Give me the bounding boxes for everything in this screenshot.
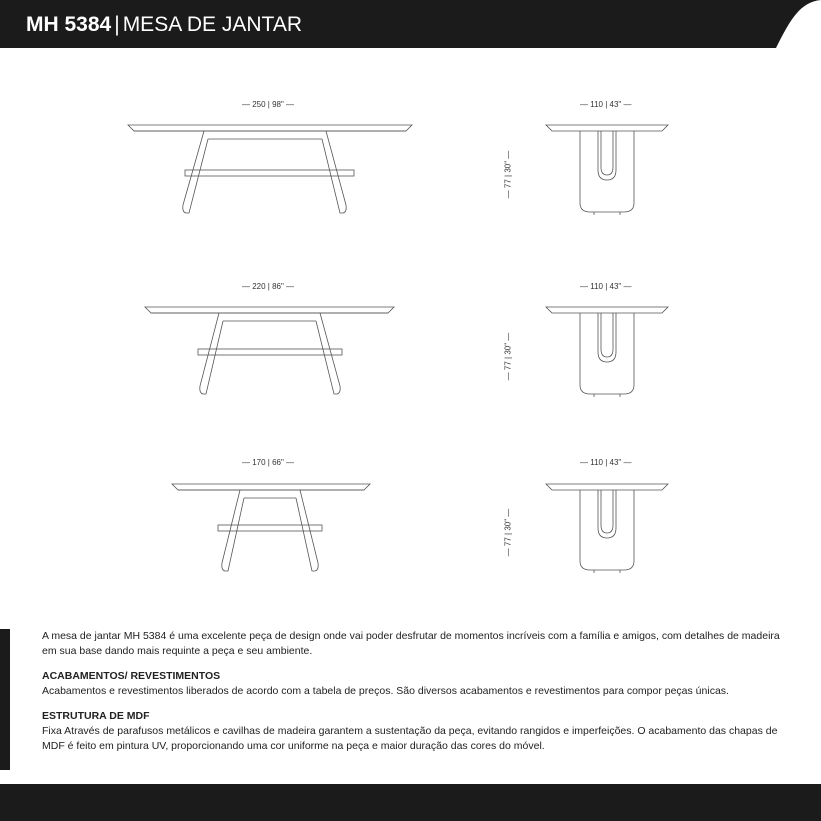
front-view-220	[145, 307, 394, 394]
height-dimension-2: — 77 | 30" —	[503, 332, 513, 381]
side-view-row-1	[546, 125, 668, 215]
title-separator: |	[114, 13, 120, 36]
product-description	[42, 629, 782, 754]
page-title	[26, 10, 302, 40]
section-title-structure: ESTRUTURA DE MDF	[42, 710, 150, 722]
product-name: MESA DE JANTAR	[122, 13, 302, 36]
technical-drawings	[0, 60, 821, 600]
drawings-svg	[0, 60, 821, 600]
height-dimension-1: — 77 | 30" —	[503, 150, 513, 199]
side-accent-bar	[0, 629, 10, 770]
intro-paragraph: A mesa de jantar MH 5384 é uma excelente peça de design onde vai poder desfrutar de momentos incríveis com a família e amigos, com detalhes de madeira em sua base dando mais requinte a peça e seu ambiente.	[42, 630, 780, 657]
front-view-250	[128, 125, 412, 213]
height-dimension-3: — 77 | 30" —	[503, 508, 513, 557]
length-dimension-1: — 250 | 98" —	[242, 100, 295, 109]
side-view-row-3	[546, 484, 668, 573]
section-text-finishes: Acabamentos e revestimentos liberados de acordo com a tabela de preços. São diversos acabamentos e revestimentos para compor peças únicas.	[42, 685, 729, 697]
footer-bar	[0, 784, 821, 821]
side-view-row-2	[546, 307, 668, 397]
length-dimension-3: — 170 | 66" —	[242, 458, 295, 467]
section-title-finishes: ACABAMENTOS/ REVESTIMENTOS	[42, 670, 221, 682]
width-dimension-1: — 110 | 43" —	[580, 100, 632, 109]
section-structure	[42, 709, 782, 754]
section-text-structure: Fixa Através de parafusos metálicos e cavilhas de madeira garantem a sustentação da peça, evitando rangidos e imperfeições. O acabamento das chapas de MDF é feito em pintura UV, proporcionando uma cor uniforme na peça e maior duração das cores do móvel.	[42, 725, 778, 752]
length-dimension-2: — 220 | 86" —	[242, 282, 295, 291]
product-code: MH 5384	[26, 13, 112, 36]
header-bar	[0, 0, 821, 48]
width-dimension-2: — 110 | 43" —	[580, 282, 632, 291]
width-dimension-3: — 110 | 43" —	[580, 458, 632, 467]
section-finishes	[42, 669, 782, 699]
front-view-170	[172, 484, 370, 571]
